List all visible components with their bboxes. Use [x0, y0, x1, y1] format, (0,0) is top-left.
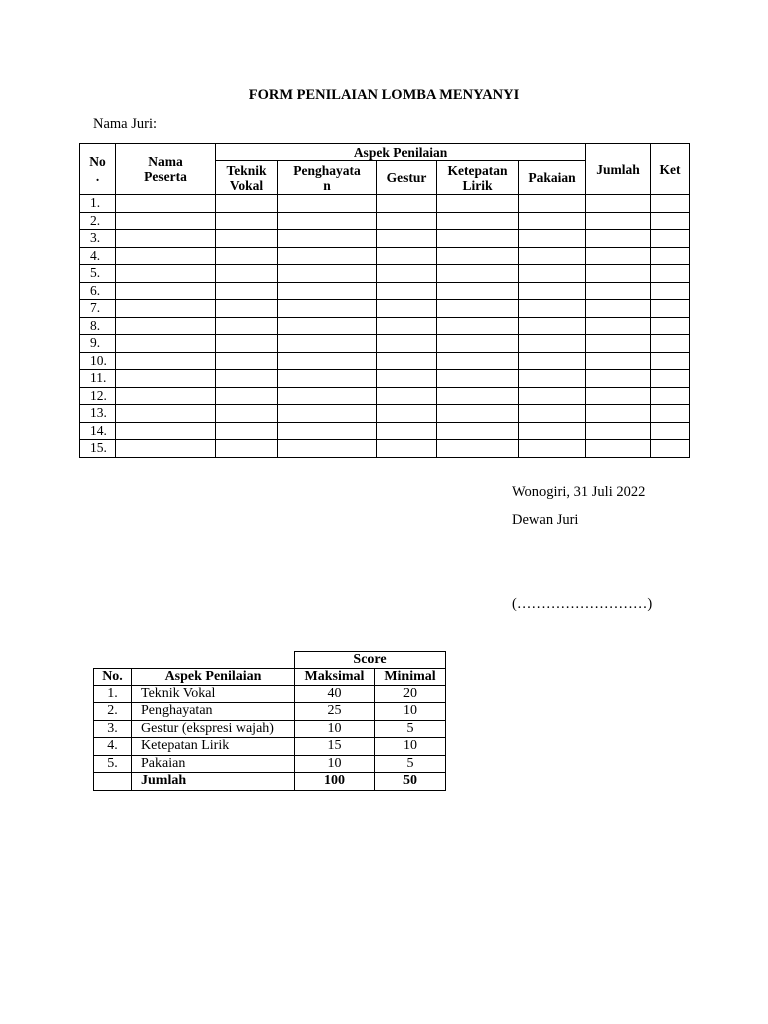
blank-cell: [519, 422, 586, 440]
table-row: [94, 703, 446, 721]
header-score: Score: [295, 652, 446, 669]
header-penghayatan: Penghayata n: [278, 161, 377, 195]
table-row: [94, 685, 446, 703]
blank-cell: [519, 230, 586, 248]
blank-cell: [278, 195, 377, 213]
blank-cell: [216, 335, 278, 353]
blank-cell: [519, 370, 586, 388]
blank-cell: [216, 405, 278, 423]
header-nama-peserta: Nama Peserta: [116, 144, 216, 195]
blank-cell: [586, 422, 651, 440]
blank-cell: [437, 247, 519, 265]
blank-cell: [586, 335, 651, 353]
blank-cell: [116, 282, 216, 300]
header-aspek-penilaian: Aspek Penilaian: [216, 144, 586, 161]
aspek-name: Ketepatan Lirik: [132, 738, 295, 756]
blank-cell: [278, 422, 377, 440]
blank-cell: [437, 422, 519, 440]
score-max: 25: [295, 703, 375, 721]
total-min: 50: [375, 773, 446, 791]
blank-cell: [437, 352, 519, 370]
blank-cell: [651, 212, 690, 230]
blank-cell: [519, 282, 586, 300]
blank-cell: [116, 440, 216, 458]
blank-cell: [651, 387, 690, 405]
blank-cell: [116, 352, 216, 370]
blank-cell: [519, 212, 586, 230]
table-row: [80, 265, 690, 283]
header-maksimal: Maksimal: [295, 668, 375, 685]
row-number: 15.: [80, 440, 116, 458]
blank-cell: [216, 370, 278, 388]
score-min: 5: [375, 755, 446, 773]
blank-cell: [437, 212, 519, 230]
blank-cell: [437, 265, 519, 283]
score-max: 15: [295, 738, 375, 756]
blank-cell: [377, 440, 437, 458]
blank-cell: [586, 440, 651, 458]
blank-cell: [377, 282, 437, 300]
blank-cell: [116, 422, 216, 440]
blank-cell: [377, 230, 437, 248]
total-blank: [94, 773, 132, 791]
blank-cell: [586, 300, 651, 318]
row-number: 4.: [94, 738, 132, 756]
row-number: 10.: [80, 352, 116, 370]
blank-cell: [586, 230, 651, 248]
blank-cell: [278, 265, 377, 283]
header-ketepatan-lirik: Ketepatan Lirik: [437, 161, 519, 195]
header-no: No .: [80, 144, 116, 195]
table-row: [80, 422, 690, 440]
blank-cell: [437, 370, 519, 388]
blank-cell: [377, 195, 437, 213]
header-minimal: Minimal: [375, 668, 446, 685]
blank-cell: [437, 335, 519, 353]
blank-cell: [116, 212, 216, 230]
blank-cell: [651, 230, 690, 248]
blank-cell: [377, 370, 437, 388]
blank-cell: [116, 405, 216, 423]
row-number: 3.: [94, 720, 132, 738]
score-max: 10: [295, 720, 375, 738]
blank-cell: [278, 282, 377, 300]
table-row: [80, 405, 690, 423]
blank-cell: [377, 387, 437, 405]
row-number: 2.: [94, 703, 132, 721]
row-number: 8.: [80, 317, 116, 335]
blank-cell: [116, 335, 216, 353]
blank-cell: [278, 317, 377, 335]
score-max: 40: [295, 685, 375, 703]
header-corner: [132, 652, 295, 669]
blank-cell: [586, 370, 651, 388]
aspek-name: Gestur (ekspresi wajah): [132, 720, 295, 738]
blank-cell: [278, 335, 377, 353]
blank-cell: [216, 387, 278, 405]
blank-cell: [586, 317, 651, 335]
blank-cell: [519, 317, 586, 335]
blank-cell: [519, 300, 586, 318]
blank-cell: [519, 352, 586, 370]
header-jumlah: Jumlah: [586, 144, 651, 195]
row-number: 4.: [80, 247, 116, 265]
blank-cell: [519, 195, 586, 213]
blank-cell: [377, 212, 437, 230]
blank-cell: [519, 440, 586, 458]
table-row: [80, 212, 690, 230]
blank-cell: [278, 370, 377, 388]
table-row: [80, 317, 690, 335]
blank-cell: [278, 387, 377, 405]
blank-cell: [377, 405, 437, 423]
blank-cell: [586, 212, 651, 230]
blank-cell: [216, 422, 278, 440]
blank-cell: [586, 352, 651, 370]
row-number: 12.: [80, 387, 116, 405]
header-gestur: Gestur: [377, 161, 437, 195]
row-number: 7.: [80, 300, 116, 318]
table-row: [94, 755, 446, 773]
header-teknik-vokal: Teknik Vokal: [216, 161, 278, 195]
blank-cell: [437, 317, 519, 335]
blank-cell: [651, 282, 690, 300]
row-number: 9.: [80, 335, 116, 353]
blank-cell: [377, 300, 437, 318]
blank-cell: [377, 352, 437, 370]
table-row: [80, 387, 690, 405]
blank-cell: [519, 387, 586, 405]
blank-cell: [278, 300, 377, 318]
score-min: 20: [375, 685, 446, 703]
blank-cell: [216, 300, 278, 318]
blank-cell: [116, 317, 216, 335]
blank-cell: [519, 247, 586, 265]
row-number: 14.: [80, 422, 116, 440]
header-corner: [94, 652, 132, 669]
row-number: 11.: [80, 370, 116, 388]
blank-cell: [437, 440, 519, 458]
table-row: [80, 440, 690, 458]
blank-cell: [377, 247, 437, 265]
score-criteria-table: [93, 651, 446, 791]
blank-cell: [216, 282, 278, 300]
blank-cell: [278, 440, 377, 458]
table-row: [80, 282, 690, 300]
blank-cell: [651, 422, 690, 440]
score-min: 10: [375, 703, 446, 721]
header-aspek-penilaian: Aspek Penilaian: [132, 668, 295, 685]
total-label: Jumlah: [132, 773, 295, 791]
blank-cell: [651, 265, 690, 283]
signature-role: Dewan Juri: [512, 512, 579, 528]
blank-cell: [651, 405, 690, 423]
blank-cell: [377, 265, 437, 283]
blank-cell: [586, 265, 651, 283]
blank-cell: [651, 317, 690, 335]
scoring-form-table: [79, 143, 690, 458]
blank-cell: [437, 387, 519, 405]
table-row: [94, 720, 446, 738]
aspek-name: Penghayatan: [132, 703, 295, 721]
blank-cell: [377, 335, 437, 353]
blank-cell: [216, 265, 278, 283]
total-row: [94, 773, 446, 791]
row-number: 6.: [80, 282, 116, 300]
score-min: 10: [375, 738, 446, 756]
blank-cell: [437, 230, 519, 248]
row-number: 3.: [80, 230, 116, 248]
row-number: 1.: [94, 685, 132, 703]
blank-cell: [216, 247, 278, 265]
row-number: 5.: [80, 265, 116, 283]
table-row: [80, 300, 690, 318]
blank-cell: [278, 247, 377, 265]
table-row: [80, 370, 690, 388]
blank-cell: [586, 247, 651, 265]
blank-cell: [437, 195, 519, 213]
row-number: 13.: [80, 405, 116, 423]
place-date: Wonogiri, 31 Juli 2022: [512, 484, 646, 500]
blank-cell: [116, 300, 216, 318]
table-row: [80, 352, 690, 370]
blank-cell: [278, 230, 377, 248]
blank-cell: [377, 317, 437, 335]
signature-blank: (………………………): [512, 596, 653, 612]
table-row: [80, 247, 690, 265]
header-ket: Ket: [651, 144, 690, 195]
blank-cell: [116, 265, 216, 283]
blank-cell: [519, 335, 586, 353]
table-row: [80, 335, 690, 353]
blank-cell: [586, 405, 651, 423]
page-title: FORM PENILAIAN LOMBA MENYANYI: [248, 87, 520, 103]
blank-cell: [116, 195, 216, 213]
score-min: 5: [375, 720, 446, 738]
blank-cell: [437, 405, 519, 423]
blank-cell: [116, 387, 216, 405]
blank-cell: [377, 422, 437, 440]
blank-cell: [216, 230, 278, 248]
table-row: [80, 230, 690, 248]
table-row: [94, 738, 446, 756]
blank-cell: [586, 387, 651, 405]
blank-cell: [216, 440, 278, 458]
aspek-name: Pakaian: [132, 755, 295, 773]
blank-cell: [216, 317, 278, 335]
blank-cell: [278, 352, 377, 370]
header-no: No.: [94, 668, 132, 685]
table-row: [80, 195, 690, 213]
blank-cell: [278, 405, 377, 423]
blank-cell: [651, 300, 690, 318]
total-max: 100: [295, 773, 375, 791]
blank-cell: [437, 282, 519, 300]
row-number: 1.: [80, 195, 116, 213]
blank-cell: [216, 212, 278, 230]
blank-cell: [116, 370, 216, 388]
blank-cell: [437, 300, 519, 318]
blank-cell: [586, 195, 651, 213]
score-max: 10: [295, 755, 375, 773]
blank-cell: [216, 352, 278, 370]
row-number: 2.: [80, 212, 116, 230]
blank-cell: [651, 195, 690, 213]
aspek-name: Teknik Vokal: [132, 685, 295, 703]
judge-name-label: Nama Juri:: [93, 116, 158, 132]
blank-cell: [519, 405, 586, 423]
blank-cell: [216, 195, 278, 213]
blank-cell: [651, 335, 690, 353]
blank-cell: [116, 247, 216, 265]
blank-cell: [651, 247, 690, 265]
blank-cell: [116, 230, 216, 248]
blank-cell: [651, 440, 690, 458]
blank-cell: [586, 282, 651, 300]
blank-cell: [278, 212, 377, 230]
header-pakaian: Pakaian: [519, 161, 586, 195]
blank-cell: [651, 352, 690, 370]
blank-cell: [519, 265, 586, 283]
row-number: 5.: [94, 755, 132, 773]
blank-cell: [651, 370, 690, 388]
